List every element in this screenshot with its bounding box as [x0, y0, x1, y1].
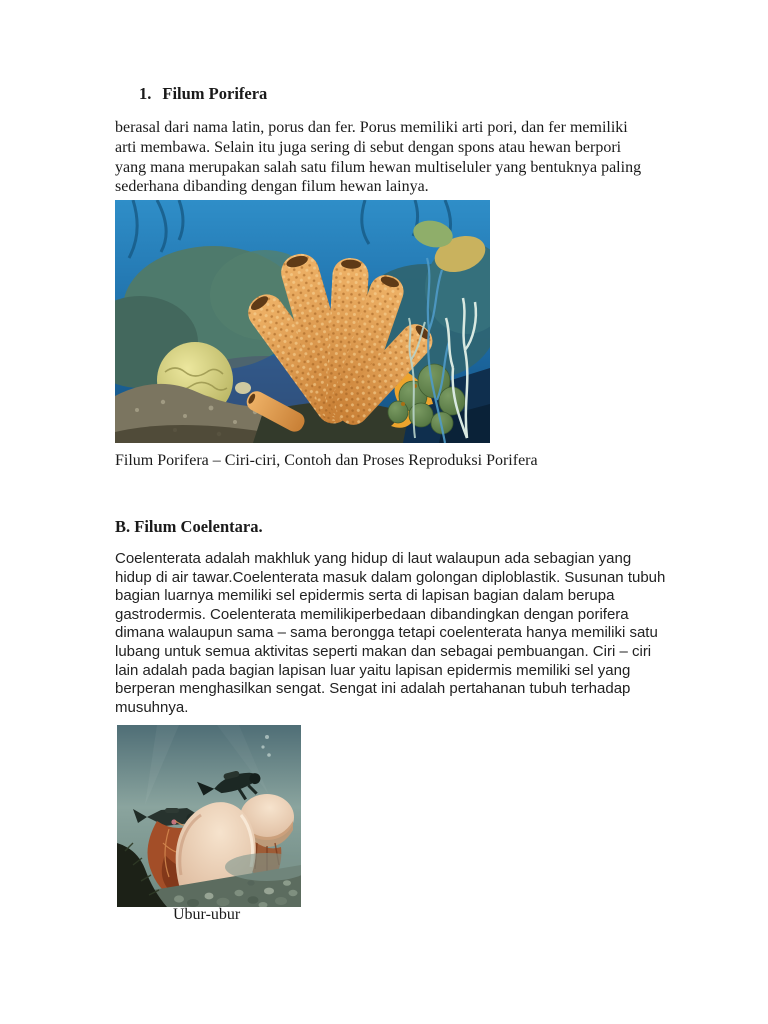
heading-number: 1.	[139, 84, 152, 103]
porifera-image-caption: Filum Porifera – Ciri-ciri, Contoh dan Proses Reproduksi Porifera	[115, 452, 538, 469]
coelentara-paragraph: Coelenterata adalah makhluk yang hidup di laut walaupun ada sebagian yang hidup di air tawar.Coelenterata masuk dalam golongan diploblastik. Susunan tubuh bagian luarnya memiliki sel epidermis serta di lapisan bagian dalam berupa gastrodermis. Coelenterata memilikiperbedaan dibandingkan dengan porifera dimana walaupun sama – sama berongga tetapi coelenterata hanya memiliki satu lubang untuk semua aktivitas seperti makan dan sebagai pembuangan. Ciri – ciri lain adalah pada bagian lapisan luar yaitu lapisan epidermis memiliki sel yang berperan menghasilkan sengat. Sengat ini adalah pertahanan tubuh terhadap musuhnya.	[115, 550, 666, 716]
jellyfish-illustration	[117, 725, 301, 907]
heading-title: Filum Porifera	[162, 84, 268, 103]
porifera-paragraph: berasal dari nama latin, porus dan fer. Porus memiliki arti pori, dan fer memiliki arti membawa. Selain itu juga sering di sebut dengan spons atau hewan berpori yang mana merupakan salah satu filum hewan multiseluler yang bentuknya paling sederhana dibanding dengan filum hewan lainya.	[115, 119, 642, 196]
jellyfish-image-caption: Ubur-ubur	[173, 906, 241, 923]
coral-reef-illustration	[115, 200, 490, 443]
section-porifera-heading	[139, 84, 267, 104]
jellyfish-photo	[117, 725, 301, 907]
coral-reef-photo	[115, 200, 490, 443]
section-coelentara-heading: B. Filum Coelentara.	[115, 517, 263, 536]
